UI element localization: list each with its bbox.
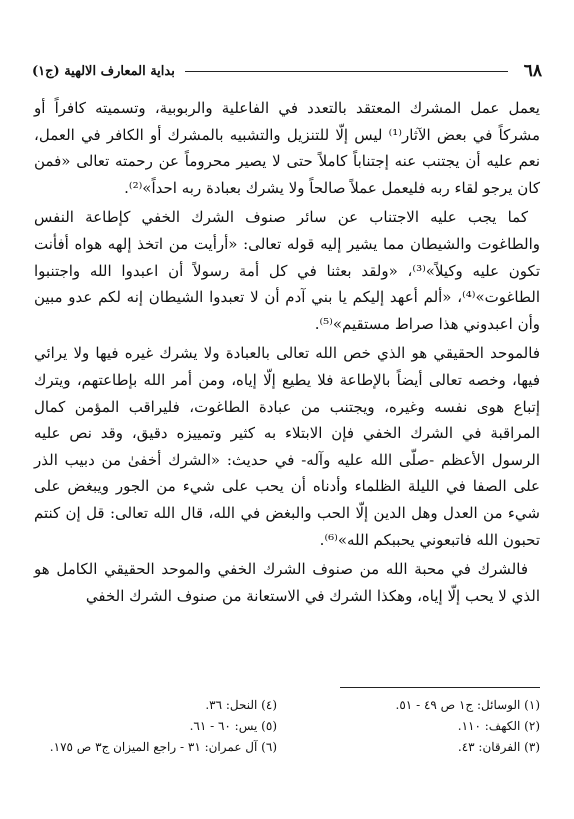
paragraph: يعمل عمل المشرك المعتقد بالتعدد في الفاعلية والربوبية، وتسميته كافراً أو مشركاً في بعض الآثار⁽¹⁾ ليس إلّا للتنزيل والتشبيه بالمشرك أو الكافر في العمل، نعم عليه أن يجتنب عنه إجتناباً كاملاً حتى لا يصير محروماً عن رحمته تعالى «فمن كان يرجو لقاء ربه فليعمل عملاً صالحاً ولا يشرك بعبادة ربه احداً»⁽²⁾.: [34, 99, 540, 197]
paragraph: فالشرك في محبة الله من صنوف الشرك الخفي والموحد الحقيقي الكامل هو الذي لا يحب إلّا إياه، وهكذا الشرك في الاستعانة من صنوف الشرك الخفي: [34, 560, 540, 605]
paragraph: كما يجب عليه الاجتناب عن سائر صنوف الشرك الخفي كإطاعة النفس والطاغوت والشيطان مما يشير إليه قوله تعالى: «أرأيت من اتخذ إلهه هواه أفأنت تكون عليه وكيلاً»⁽³⁾، «ولقد بعثنا في كل أمة رسولاً أن اعبدوا الله واجتنبوا الطاغوت»⁽⁴⁾، «ألم أعهد إليكم يا بني آدم أن لا تعبدوا الشيطان إنه لكم عدو مبين وأن اعبدوني هذا صراط مستقيم»⁽⁵⁾.: [34, 208, 541, 333]
page-number: ٦٨: [523, 61, 542, 81]
main-text: [34, 95, 540, 612]
page-header: [32, 58, 542, 84]
footnote: (٦) آل عمران: ٣١ - راجع الميزان ج٣ ص ١٧٥.: [49, 740, 277, 754]
footnote: (٣) الفرقان: ٤٣.: [457, 740, 540, 754]
footnote: (٢) الكهف: ١١٠.: [457, 719, 540, 733]
footnote-separator: [340, 687, 540, 688]
running-title: بداية المعارف الالهية (ج١): [32, 63, 175, 79]
footnote: (٥) يس: ٦٠ - ٦١.: [189, 719, 277, 733]
footnote: (١) الوسائل: ج١ ص ٤٩ - ٥١.: [395, 698, 540, 712]
footnotes: [34, 695, 540, 758]
footnote: (٤) النحل: ٣٦.: [205, 698, 277, 712]
paragraph: فالموحد الحقيقي هو الذي خص الله تعالى بالعبادة ولا يشرك غيره فيها ولا يرائي فيها، وخصه تعالى أيضاً بالإطاعة فلا يطيع إلّا إياه، ومن أمر الله بإطاعتهم، ويترك إتباع هوى نفسه وغيره، ويجتنب من عبادة الطاغوت، فليراقب المؤمن كمال المراقبة في الشرك الخفي فإن الابتلاء به كثير وتمييزه دقيق، وقد نص عليه الرسول الأعظم -صلّى الله عليه وآله- في حديث: «الشرك أخفىٰ من دبيب الذر على الصفا في الليلة الظلماء وأدناه أن يحب على شيء من الجور ويبغض على شيء من العدل وهل الدين إلّا الحب والبغض في الله، قال الله تعالى: قل إن كنتم تحبون الله فاتبعوني يحببكم الله»⁽⁶⁾.: [34, 344, 540, 549]
header-rule: [185, 71, 508, 72]
